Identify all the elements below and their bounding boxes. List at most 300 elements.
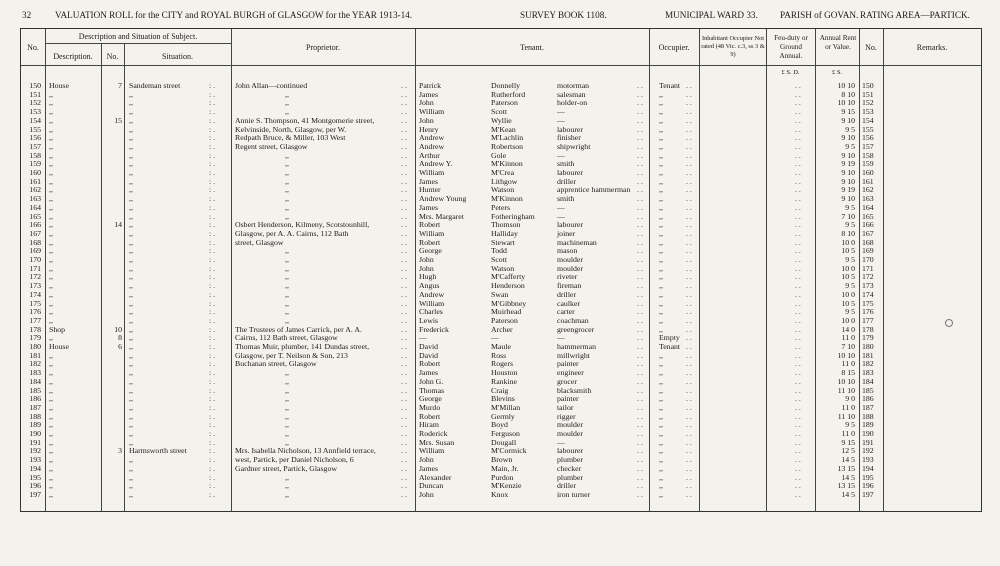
cell-sit: ,, xyxy=(129,272,133,282)
dot-leader: . . xyxy=(686,411,692,421)
cell-sit: ,, xyxy=(129,141,133,151)
cell-no: 185 xyxy=(29,385,41,395)
col-tenant: Tenant. xyxy=(520,43,544,52)
cell-no2: 170 xyxy=(862,255,874,264)
cell-desc: ,, xyxy=(49,228,53,238)
cell-no: 170 xyxy=(29,255,41,264)
cell-occ: — xyxy=(557,115,565,125)
dot-leader: . . xyxy=(401,202,407,212)
cell-occupier: ,, xyxy=(659,159,663,169)
cell-occupier: ,, xyxy=(659,376,663,386)
cell-first: Duncan xyxy=(419,481,444,491)
cell-occ: labourer xyxy=(557,446,583,456)
cell-rent: 10 10 xyxy=(837,376,855,386)
cell-desc: ,, xyxy=(49,420,53,430)
cell-desc: ,, xyxy=(49,202,53,212)
cell-occ: — xyxy=(557,150,565,160)
cell-no2: 171 xyxy=(862,263,874,273)
cell-no: 178 xyxy=(29,324,41,334)
cell-occupier: ,, xyxy=(659,211,663,221)
dot-leader: . . xyxy=(686,394,692,404)
cell-desc: ,, xyxy=(49,133,53,143)
cell-desc: Shop xyxy=(49,324,66,334)
cell-occupier: ,, xyxy=(659,437,663,447)
cell-prop: ,, xyxy=(285,98,289,108)
cell-prop: Redpath Bruce, & Miller, 103 West xyxy=(235,133,346,143)
dot-leader: . . xyxy=(401,394,407,404)
cell-occupier: ,, xyxy=(659,289,663,299)
cell-no2: 196 xyxy=(862,481,874,491)
cell-sit: ,, xyxy=(129,220,133,230)
dot-leader: . . xyxy=(637,211,643,221)
dot-leader: . . xyxy=(401,324,407,334)
cell-sit: ,, xyxy=(129,89,133,99)
dot-leader: . . xyxy=(637,324,643,334)
dot-leader: . . xyxy=(795,463,801,473)
cell-occupier: ,, xyxy=(659,463,663,473)
cell-occupier: ,, xyxy=(659,298,663,308)
cell-occ: apprentice hammerman xyxy=(557,185,631,195)
dot-leader: . . xyxy=(795,246,801,256)
cell-prop: ,, xyxy=(285,307,289,317)
cell-no: 162 xyxy=(29,185,41,195)
cell-rent: 8 15 xyxy=(841,368,855,378)
dot-leader: : . xyxy=(209,455,216,465)
dot-leader: . . xyxy=(795,115,801,125)
dot-leader: . . xyxy=(795,107,801,117)
cell-no: 171 xyxy=(29,263,41,273)
dot-leader: . . xyxy=(795,255,801,264)
dot-leader: . . xyxy=(795,263,801,273)
cell-no2: 192 xyxy=(862,446,874,456)
cell-rent: 10 5 xyxy=(841,246,855,256)
dot-leader: . . xyxy=(795,402,801,412)
dot-leader: . . xyxy=(686,202,692,212)
dot-leader: . . xyxy=(686,263,692,273)
cell-first: Hugh xyxy=(419,272,437,282)
cell-occupier: ,, xyxy=(659,324,663,334)
dot-leader: . . xyxy=(686,385,692,395)
cell-no: 172 xyxy=(29,272,41,282)
cell-occupier: ,, xyxy=(659,359,663,369)
cell-occupier: ,, xyxy=(659,220,663,230)
dot-leader: . . xyxy=(686,81,692,90)
cell-last: Germly xyxy=(491,411,515,421)
dot-leader: . . xyxy=(686,176,692,186)
cell-desc: ,, xyxy=(49,385,53,395)
cell-occ: moulder xyxy=(557,420,583,430)
cell-no2: 195 xyxy=(862,472,874,482)
cell-rent: 9 15 xyxy=(841,107,855,117)
cell-prop: ,, xyxy=(285,246,289,256)
col-number: No. xyxy=(106,52,119,61)
dot-leader: . . xyxy=(401,359,407,369)
dot-leader: . . xyxy=(686,324,692,334)
cell-last: Thomson xyxy=(491,220,521,230)
cell-num: 14 xyxy=(114,220,122,230)
dot-leader: . . xyxy=(686,168,692,177)
cell-first: John G. xyxy=(419,376,444,386)
dot-leader: . . xyxy=(686,429,692,438)
cell-desc: ,, xyxy=(49,298,53,308)
dot-leader: . . xyxy=(637,481,643,491)
cell-first: Andrew Young xyxy=(419,194,467,204)
dot-leader: : . xyxy=(209,263,216,273)
dot-leader: . . xyxy=(637,98,643,108)
cell-desc: ,, xyxy=(49,455,53,465)
cell-occupier: ,, xyxy=(659,315,663,325)
cell-occ: blacksmith xyxy=(557,385,592,395)
cell-no: 155 xyxy=(29,124,41,134)
cell-sit: ,, xyxy=(129,455,133,465)
dot-leader: : . xyxy=(209,185,216,195)
dot-leader: . . xyxy=(686,307,692,317)
cell-no2: 169 xyxy=(862,246,874,256)
cell-rent: 9 10 xyxy=(841,133,855,143)
cell-sit: ,, xyxy=(129,463,133,473)
cell-first: Robert xyxy=(419,220,441,230)
cell-sit: ,, xyxy=(129,437,133,447)
cell-last: Purdon xyxy=(491,472,514,482)
cell-no2: 160 xyxy=(862,168,874,177)
cell-no2: 164 xyxy=(862,202,874,212)
cell-occ: millwright xyxy=(557,350,590,360)
dot-leader: : . xyxy=(209,376,216,386)
dot-leader: . . xyxy=(686,159,692,169)
cell-no: 161 xyxy=(29,176,41,186)
cell-no2: 163 xyxy=(862,194,874,204)
cell-prop: Glasgow, per T. Neilson & Son, 213 xyxy=(235,350,348,360)
cell-occ: moulder xyxy=(557,429,583,438)
dot-leader: . . xyxy=(795,437,801,447)
cell-no2: 189 xyxy=(862,420,874,430)
cell-occ: mason xyxy=(557,246,578,256)
dot-leader: . . xyxy=(401,420,407,430)
cell-no2: 178 xyxy=(862,324,874,334)
cell-no: 177 xyxy=(29,315,41,325)
cell-last: Peters xyxy=(491,202,511,212)
cell-no: 153 xyxy=(29,107,41,117)
dot-leader: . . xyxy=(686,211,692,221)
parish: PARISH of GOVAN. xyxy=(780,10,859,20)
cell-desc: ,, xyxy=(49,446,53,456)
cell-occ: — xyxy=(557,107,565,117)
cell-rent: 9 5 xyxy=(845,202,855,212)
cell-occ: — xyxy=(557,333,565,343)
dot-leader: : . xyxy=(209,394,216,404)
cell-first: William xyxy=(419,228,445,238)
cell-occupier: ,, xyxy=(659,281,663,291)
cell-rent: 9 10 xyxy=(841,168,855,177)
dot-leader: . . xyxy=(686,481,692,491)
dot-leader: . . xyxy=(795,220,801,230)
cell-rent: 14 0 xyxy=(841,324,855,334)
cell-sit: ,, xyxy=(129,359,133,369)
cell-occ: plumber xyxy=(557,472,583,482)
col-rule xyxy=(101,43,102,511)
cell-first: Frederick xyxy=(419,324,449,334)
cell-desc: ,, xyxy=(49,211,53,221)
cell-prop: ,, xyxy=(285,298,289,308)
cell-desc: ,, xyxy=(49,429,53,438)
cell-no: 192 xyxy=(29,446,41,456)
cell-sit: ,, xyxy=(129,376,133,386)
cell-no: 163 xyxy=(29,194,41,204)
dot-leader: . . xyxy=(795,211,801,221)
cell-desc: ,, xyxy=(49,315,53,325)
cell-rent: 11 10 xyxy=(837,411,855,421)
dot-leader: . . xyxy=(401,481,407,491)
cell-last: Main, Jr. xyxy=(491,463,519,473)
dot-leader: . . xyxy=(795,394,801,404)
cell-occupier: ,, xyxy=(659,472,663,482)
cell-rent: 9 5 xyxy=(845,124,855,134)
dot-leader: . . xyxy=(795,168,801,177)
dot-leader: . . xyxy=(795,333,801,343)
dot-leader: : . xyxy=(209,237,216,247)
cell-occupier: ,, xyxy=(659,455,663,465)
dot-leader: . . xyxy=(637,402,643,412)
dot-leader: . . xyxy=(686,272,692,282)
cell-last: Watson xyxy=(491,185,515,195)
dot-leader: . . xyxy=(637,246,643,256)
cell-rent: 9 5 xyxy=(845,281,855,291)
cell-prop: ,, xyxy=(285,289,289,299)
cell-sit: ,, xyxy=(129,472,133,482)
cell-occupier: Tenant xyxy=(659,342,681,351)
dot-leader: : . xyxy=(209,420,216,430)
dot-leader: . . xyxy=(401,124,407,134)
col-annual-rent: Annual Rent or Value. xyxy=(819,34,857,51)
cell-no: 151 xyxy=(29,89,41,99)
cell-occ: checker xyxy=(557,463,582,473)
cell-last: Swan xyxy=(491,289,509,299)
cell-desc: ,, xyxy=(49,124,53,134)
cell-occupier: ,, xyxy=(659,307,663,317)
municipal-ward: MUNICIPAL WARD 33. xyxy=(665,10,758,20)
cell-sit: ,, xyxy=(129,289,133,299)
cell-sit: ,, xyxy=(129,489,133,499)
page-header xyxy=(0,10,1000,24)
cell-desc: House xyxy=(49,342,69,351)
cell-sit: ,, xyxy=(129,402,133,412)
cell-occupier: ,, xyxy=(659,402,663,412)
cell-prop: ,, xyxy=(285,385,289,395)
cell-last: Muirhead xyxy=(491,307,522,317)
dot-leader: . . xyxy=(637,333,643,343)
cell-sit: ,, xyxy=(129,115,133,125)
dot-leader: . . xyxy=(637,385,643,395)
cell-last: Rutherford xyxy=(491,89,526,99)
cell-no2: 183 xyxy=(862,368,874,378)
cell-no2: 165 xyxy=(862,211,874,221)
dot-leader: . . xyxy=(795,342,801,351)
dot-leader: . . xyxy=(637,115,643,125)
cell-last: Wyllie xyxy=(491,115,512,125)
cell-rent: 11 0 xyxy=(841,359,855,369)
cell-prop: Mrs. Isabella Nicholson, 13 Annfield terrace, xyxy=(235,446,376,456)
dot-leader: . . xyxy=(401,411,407,421)
dot-leader: . . xyxy=(637,350,643,360)
cell-sit: ,, xyxy=(129,202,133,212)
cell-first: Henry xyxy=(419,124,439,134)
cell-occ: greengrocer xyxy=(557,324,595,334)
cell-occupier: ,, xyxy=(659,176,663,186)
dot-leader: . . xyxy=(795,281,801,291)
cell-last: Boyd xyxy=(491,420,508,430)
dot-leader: : . xyxy=(209,220,216,230)
cell-first: Murdo xyxy=(419,402,441,412)
dot-leader: . . xyxy=(637,455,643,465)
cell-occupier: ,, xyxy=(659,481,663,491)
dot-leader: . . xyxy=(401,272,407,282)
cell-first: Thomas xyxy=(419,385,445,395)
dot-leader: . . xyxy=(401,150,407,160)
dot-leader: . . xyxy=(795,176,801,186)
dot-leader: : . xyxy=(209,124,216,134)
cell-occ: — xyxy=(557,211,565,221)
cell-no: 164 xyxy=(29,202,41,212)
dot-leader: . . xyxy=(637,150,643,160)
cell-no2: 181 xyxy=(862,350,874,360)
dot-leader: . . xyxy=(795,446,801,456)
cell-first: John xyxy=(419,455,434,465)
dot-leader: . . xyxy=(795,150,801,160)
cell-occupier: ,, xyxy=(659,272,663,282)
cell-first: Hunter xyxy=(419,185,441,195)
rating-area: RATING AREA—PARTICK. xyxy=(860,10,970,20)
cell-prop: ,, xyxy=(285,176,289,186)
cell-sit: ,, xyxy=(129,298,133,308)
col-rule xyxy=(45,29,46,511)
cell-last: Scott xyxy=(491,107,508,117)
cell-num: 10 xyxy=(114,324,122,334)
cell-occupier: ,, xyxy=(659,89,663,99)
dot-leader: . . xyxy=(401,455,407,465)
cell-first: Mrs. Susan xyxy=(419,437,455,447)
cell-prop: west, Partick, per Daniel Nicholson, 6 xyxy=(235,455,354,465)
cell-last: Halliday xyxy=(491,228,518,238)
cell-occupier: ,, xyxy=(659,411,663,421)
dot-leader: . . xyxy=(686,194,692,204)
cell-no: 154 xyxy=(29,115,41,125)
cell-prop: ,, xyxy=(285,194,289,204)
dot-leader: . . xyxy=(401,194,407,204)
cell-occ: — xyxy=(557,202,565,212)
dot-leader: . . xyxy=(795,315,801,325)
dot-leader: . . xyxy=(686,246,692,256)
cell-first: James xyxy=(419,368,439,378)
dot-leader: . . xyxy=(795,420,801,430)
dot-leader: . . xyxy=(795,368,801,378)
dot-leader: . . xyxy=(795,385,801,395)
cell-desc: ,, xyxy=(49,368,53,378)
cell-desc: ,, xyxy=(49,350,53,360)
roll-title: VALUATION ROLL for the CITY and ROYAL BURGH of GLASGOW for the YEAR 1913-14. xyxy=(55,10,413,20)
cell-desc: ,, xyxy=(49,176,53,186)
cell-no2: 179 xyxy=(862,333,874,343)
cell-first: David xyxy=(419,350,439,360)
dot-leader: : . xyxy=(209,489,216,499)
cell-desc: ,, xyxy=(49,159,53,169)
dot-leader: : . xyxy=(209,281,216,291)
cell-no2: 175 xyxy=(862,298,874,308)
cell-sit: ,, xyxy=(129,150,133,160)
cell-no2: 173 xyxy=(862,281,874,291)
cell-rent: 10 0 xyxy=(841,263,855,273)
dot-leader: . . xyxy=(686,359,692,369)
dot-leader: . . xyxy=(686,185,692,195)
cell-occupier: ,, xyxy=(659,246,663,256)
cell-sit: ,, xyxy=(129,211,133,221)
dot-leader: . . xyxy=(686,150,692,160)
cell-no: 193 xyxy=(29,455,41,465)
dot-leader: . . xyxy=(637,185,643,195)
dot-leader: . . xyxy=(795,429,801,438)
col-feu-duty: Feu-duty or Ground Annual. xyxy=(774,34,808,60)
cell-last: Rogers xyxy=(491,359,514,369)
dot-leader: . . xyxy=(637,81,643,90)
cell-no: 169 xyxy=(29,246,41,256)
cell-no: 168 xyxy=(29,237,41,247)
cell-no: 182 xyxy=(29,359,41,369)
cell-no2: 162 xyxy=(862,185,874,195)
dot-leader: : . xyxy=(209,472,216,482)
cell-sit: ,, xyxy=(129,107,133,117)
dot-leader: . . xyxy=(795,228,801,238)
cell-occupier: Tenant xyxy=(659,81,681,90)
dot-leader: . . xyxy=(637,489,643,499)
cell-last: M'Kenzie xyxy=(491,481,522,491)
cell-prop: Thomas Muir, plumber, 141 Dundas street, xyxy=(235,342,370,351)
dot-leader: : . xyxy=(209,429,216,438)
cell-prop: ,, xyxy=(285,281,289,291)
cell-occupier: ,, xyxy=(659,202,663,212)
cell-sit: ,, xyxy=(129,394,133,404)
cell-first: James xyxy=(419,176,439,186)
cell-rent: 10 10 xyxy=(837,98,855,108)
cell-occupier: ,, xyxy=(659,350,663,360)
dot-leader: . . xyxy=(637,159,643,169)
dot-leader: . . xyxy=(686,333,692,343)
cell-rent: 14 5 xyxy=(841,472,855,482)
dot-leader: . . xyxy=(637,394,643,404)
cell-occ: driller xyxy=(557,289,577,299)
header-rule xyxy=(21,65,981,66)
cell-no2: 174 xyxy=(862,289,874,299)
cell-first: Mrs. Margaret xyxy=(419,211,464,221)
cell-rent: 11 10 xyxy=(837,385,855,395)
cell-no: 165 xyxy=(29,211,41,221)
dot-leader: . . xyxy=(795,124,801,134)
dot-leader: . . xyxy=(401,107,407,117)
cell-no: 166 xyxy=(29,220,41,230)
cell-rent: 10 10 xyxy=(837,350,855,360)
dot-leader: . . xyxy=(637,376,643,386)
cell-rent: 9 19 xyxy=(841,185,855,195)
cell-first: James xyxy=(419,202,439,212)
dot-leader: . . xyxy=(795,359,801,369)
cell-no2: 154 xyxy=(862,115,874,125)
cell-no: 183 xyxy=(29,368,41,378)
cell-occ: engineer xyxy=(557,368,584,378)
dot-leader: . . xyxy=(637,237,643,247)
cell-num: 8 xyxy=(118,333,122,343)
cell-no2: 156 xyxy=(862,133,874,143)
cell-last: M'Kinnon xyxy=(491,159,523,169)
cell-desc: ,, xyxy=(49,376,53,386)
dot-leader: . . xyxy=(401,159,407,169)
